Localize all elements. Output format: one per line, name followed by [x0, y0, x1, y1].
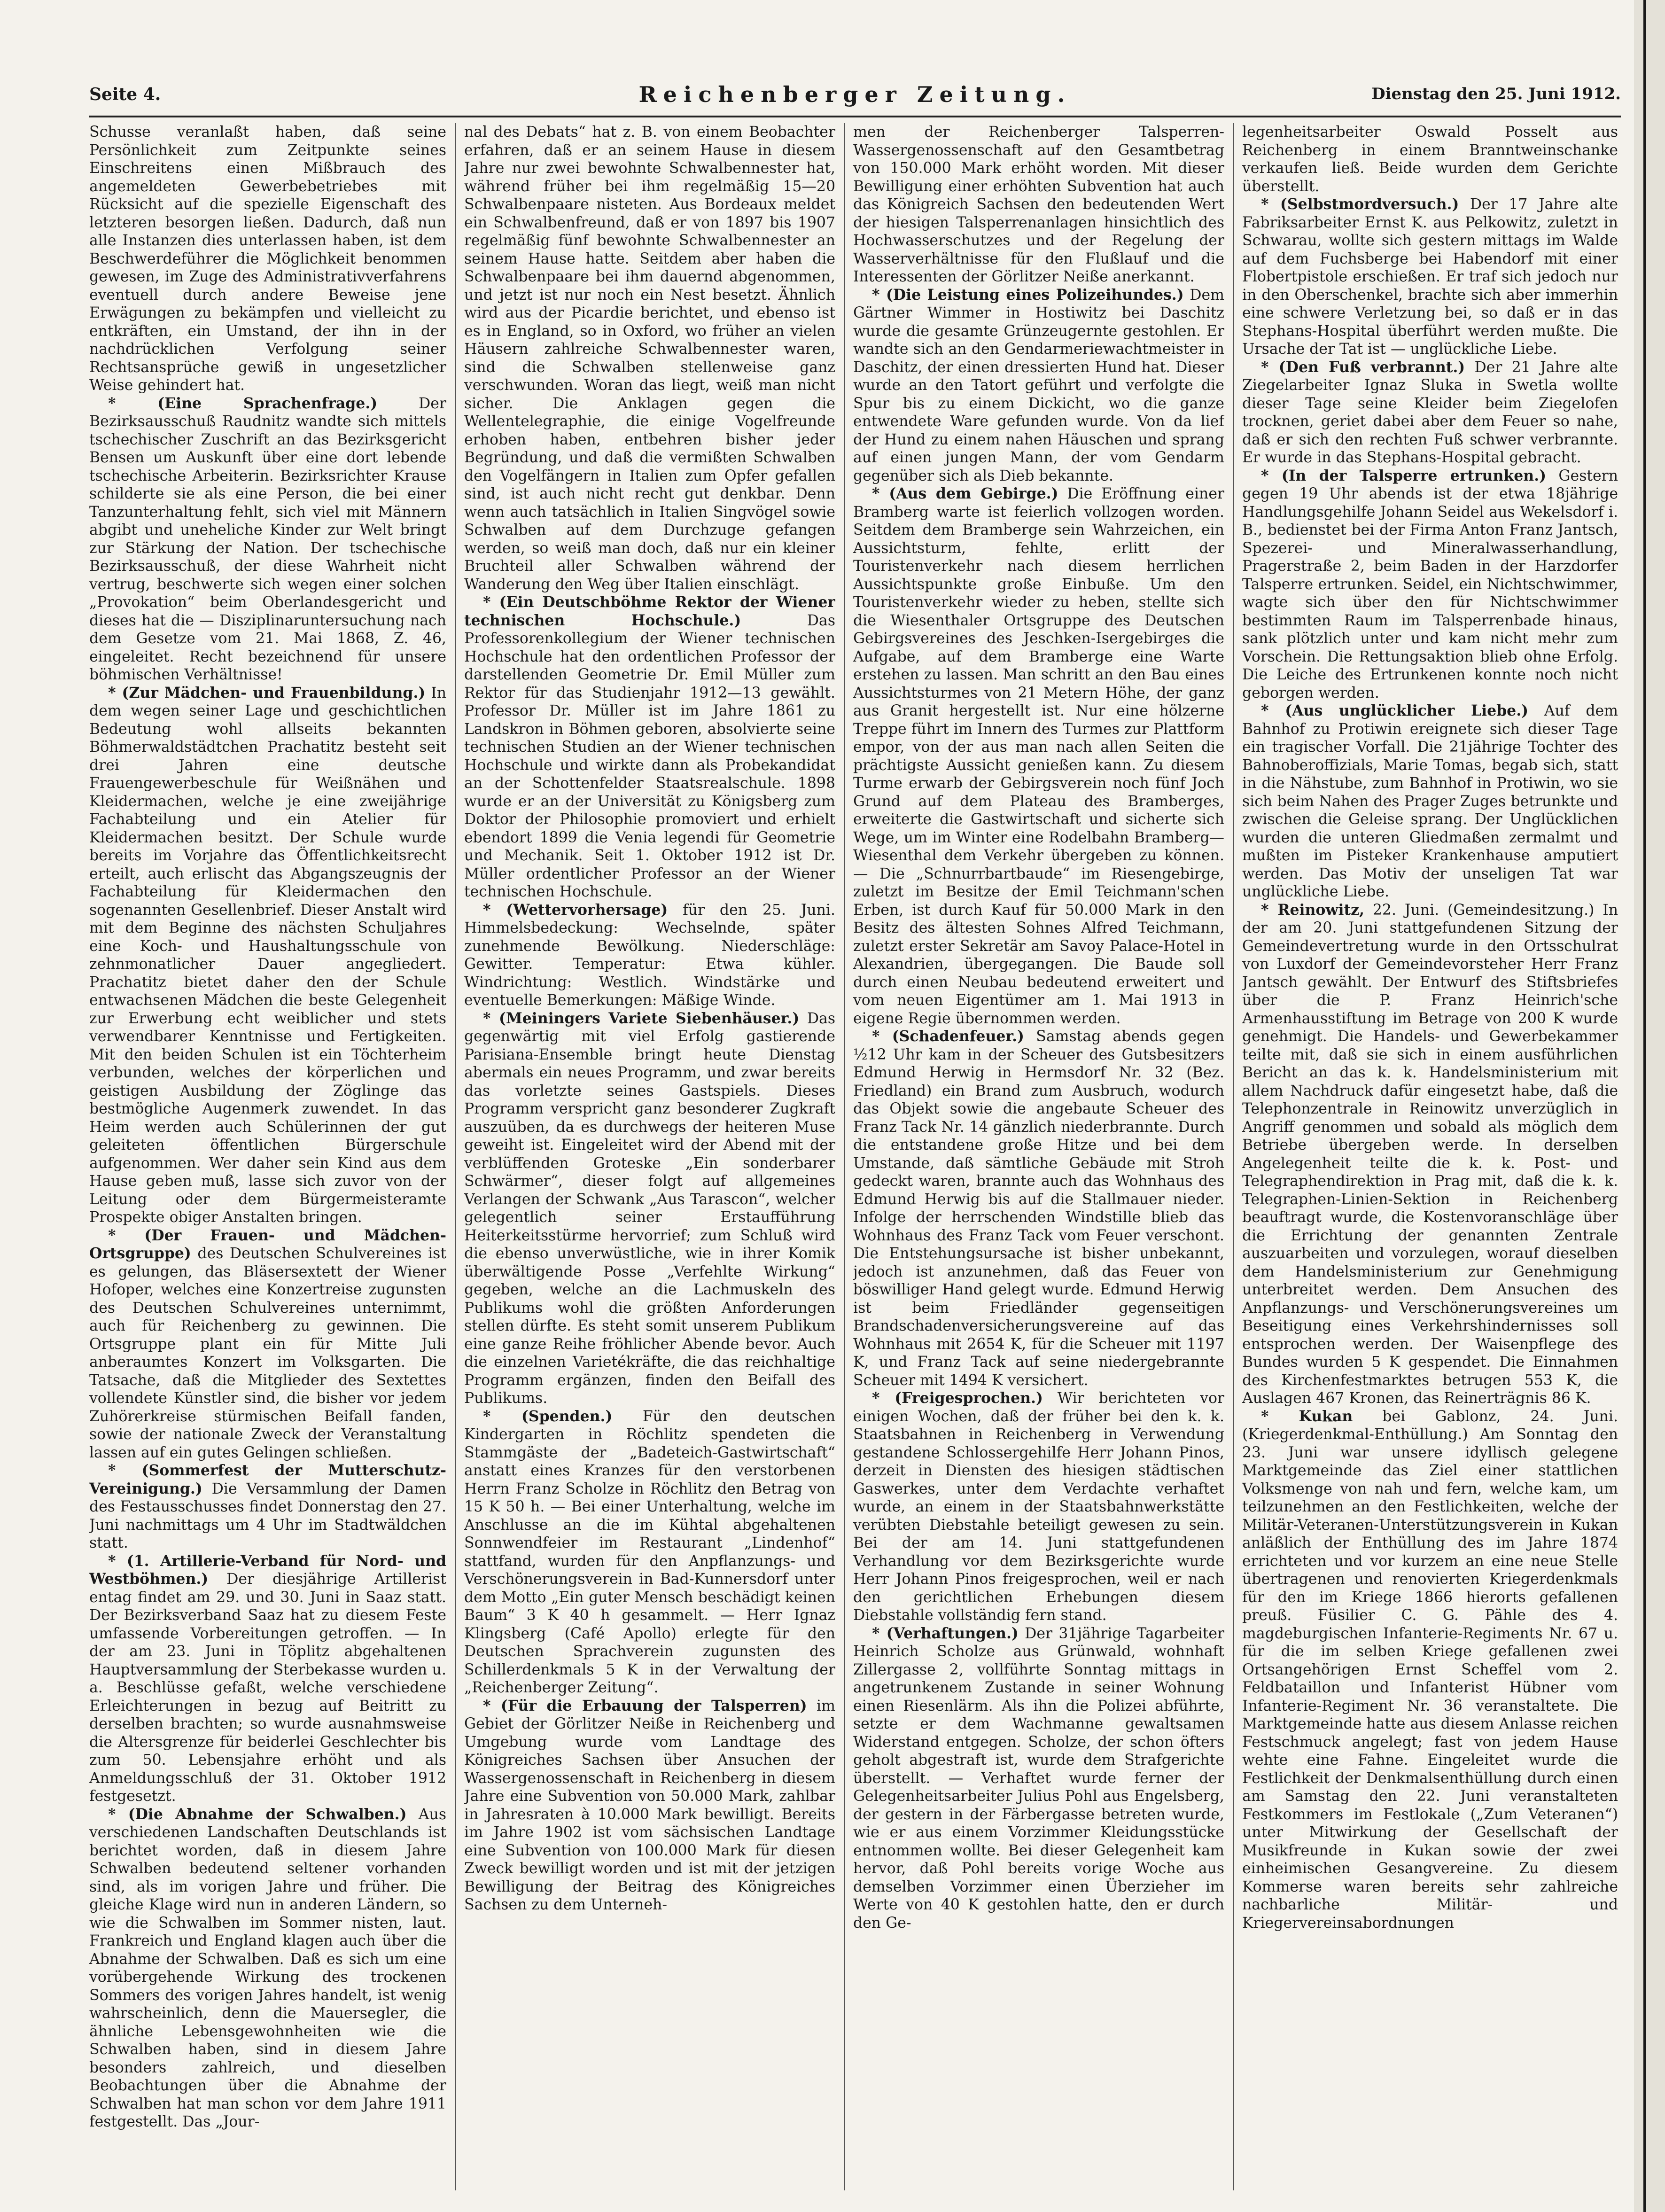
article-text: Aus verschiedenen Landschaften Deutschlands ist berichtet worden, daß in diesem Jahre Schwalben bedeutend seltener vorhanden sind, als im vorigen Jahre und früher. Die gleiche Klage wird nun in anderen Ländern, so wie die Schwalben im Sommer nisten, laut. Frankreich und England klagen auch über die Abnahme der Schwalben. Daß es sich um eine vorübergehende Wirkung des trockenen Sommers des vorigen Jahres handelt, ist wenig wahrscheinlich, denn die Mauersegler, die ähnliche Lebensgewohnheiten wie die Schwalben haben, sind in diesem Jahre besonders zahlreich, und dieselben Beobachtungen über die Abnahme der Schwalben hat man schon vor dem Jahre 1911 festgestellt. Das „Jour-: [89, 1806, 446, 2130]
article-heading: * (Schadenfeuer.): [872, 1028, 1024, 1045]
article-heading: * (Meiningers Variete Siebenhäuser.): [483, 1009, 800, 1027]
article-paragraph: [1242, 123, 1618, 195]
article-paragraph: [1242, 901, 1618, 1408]
article-paragraph: [89, 1552, 446, 1806]
column-4: [1242, 123, 1618, 2190]
article-text: Samstag abends gegen ½12 Uhr kam in der Scheuer des Gutsbesitzers Edmund Herwig in Hermsdorf Nr. 32 (Bez. Friedland) ein Brand zum Ausbruch, wodurch das Objekt sowie die angebaute Scheuer des Franz Tack Nr. 14 gänzlich niederbrannte. Durch die entstandene große Hitze und bei dem Umstande, daß sämtliche Gebäude mit Stroh gedeckt waren, brannte auch das Wohnhaus des Edmund Herwig bis auf die Stallmauer nieder. Infolge der herrschenden Windstille blieb das Wohnhaus des Franz Tack vom Feuer verschont. Die Entstehungsursache ist bisher unbekannt, jedoch ist anzunehmen, daß das Feuer von böswilliger Hand gelegt wurde. Edmund Herwig ist beim Friedländer gegenseitigen Brandschadenversicherungsvereine auf das Wohnhaus mit 2654 K, für die Scheuer mit 1197 K, und Franz Tack auf seine niedergebrannte Scheuer mit 1494 K versichert.: [853, 1028, 1224, 1389]
article-heading: * (Den Fuß verbrannt.): [1261, 358, 1465, 376]
column-divider: [455, 123, 456, 2190]
header-rule: [89, 116, 1621, 117]
article-paragraph: [89, 1227, 446, 1462]
article-heading: * (Die Leistung eines Polizeihundes.): [872, 286, 1184, 304]
article-paragraph: [89, 684, 446, 1227]
article-paragraph: [1242, 467, 1618, 702]
article-paragraph: [464, 123, 835, 593]
issue-date: Dienstag den 25. Juni 1912.: [1371, 85, 1621, 103]
masthead-title: Reichenberger Zeitung.: [638, 82, 1072, 107]
article-paragraph: [1242, 1408, 1618, 1932]
article-heading: * (Wettervorhersage): [483, 901, 668, 919]
article-text: im Gebiet der Görlitzer Neiße in Reichenberg und Umgebung wurde vom Landtage des Königreiches Sachsen über Ansuchen der Wassergenossenschaft in Reichenberg in diesem Jahre eine Subvention von 50.000 Mark, zahlbar in Jahresraten à 10.000 Mark bewilligt. Bereits im Jahre 1902 ist vom sächsischen Landtage eine Subvention von 100.000 Mark für diesen Zweck bewilligt worden und ist mit der jetzigen Bewilligung der Beitrag des Königreiches Sachsen zu dem Unterneh-: [464, 1697, 835, 1913]
article-text: nal des Debats“ hat z. B. von einem Beobachter erfahren, daß er an seinem Hause in diesem Jahre nur zwei bewohnte Schwalbennester hat, während früher bei ihm regelmäßig 15—20 Schwalbenpaare nisteten. Aus Bordeaux meldet ein Schwalbenfreund, daß er von 1897 bis 1907 regelmäßig fünf bewohnte Schwalbennester an seinem Hause hatte. Seitdem aber haben die Schwalbenpaare bei ihm dauernd abgenommen, und jetzt ist nur noch ein Nest besetzt. Ähnlich wird aus der Picardie berichtet, und ebenso ist es in England, so in Oxford, wo früher an vielen Häusern zahlreiche Schwalbennester waren, sind die Schwalben stellenweise ganz verschwunden. Woran das liegt, weiß man nicht sicher. Die Anklagen gegen die Wellentelegraphie, die einige Vogelfreunde erhoben haben, entbehren bisher jeder Begründung, und daß die vermißten Schwalben den Vogelfängern in Italien zum Opfer gefallen sind, ist auch nicht recht gut denkbar. Denn wenn auch tatsächlich in Italien Singvögel sowie Schwalben auf dem Durchzuge gefangen werden, so weiß man doch, daß nur ein kleiner Bruchteil aller Schwalben während der Wanderung den Weg über Italien einschlägt.: [464, 124, 835, 593]
article-paragraph: [464, 1697, 835, 1914]
article-paragraph: [853, 286, 1224, 485]
article-heading: * (Aus unglücklicher Liebe.): [1261, 702, 1529, 719]
article-heading: * (Für die Erbauung der Talsperren): [483, 1697, 807, 1714]
article-heading: * Reinowitz,: [1261, 901, 1364, 919]
article-heading: * (Selbstmordversuch.): [1261, 195, 1459, 213]
article-paragraph: [1242, 358, 1618, 467]
article-text: Dem Gärtner Wimmer in Hostiwitz bei Daschitz wurde die gesamte Grünzeugernte gestohlen. Er wandte sich an den Gendarmeriewachtmeister in Daschitz, der einen dressierten Hund hat. Dieser wurde an den Tatort geführt und verfolgte die Spur bis zu einem Dickicht, wo die ganze entwendete Ware gefunden wurde. Von da lief der Hund zu einem nahen Häuschen und sprang auf einen jungen Mann, der vom Gendarm gegenüber sich als Dieb bekannte.: [853, 286, 1224, 484]
article-text: Der 31jährige Tagarbeiter Heinrich Scholze aus Grünwald, wohnhaft Zillergasse 2, vollführte Sonntag mittags in angetrunkenem Zustande in seiner Wohnung einen Riesenlärm. Als ihn die Polizei abführte, setzte er dem Wachmanne gewaltsamen Widerstand entgegen. Scholze, der schon öfters geholt abgestraft ist, wurde dem Strafgerichte überstellt. — Verhaftet wurde ferner der Gelegenheitsarbeiter Julius Pohl aus Engelsberg, der gestern in der Färbergasse betreten wurde, wie er aus einem Vorzimmer Kleidungsstücke entnommen wollte. Bei dieser Gelegenheit kam hervor, daß Pohl bereits vorige Woche aus demselben Vorzimmer einen Überzieher im Werte von 40 K gestohlen hatte, den er durch den Ge-: [853, 1625, 1224, 1932]
article-heading: * (Spenden.): [483, 1407, 613, 1425]
article-paragraph: [464, 1010, 835, 1408]
article-paragraph: [1242, 195, 1618, 358]
article-heading: * (Sommerfest der Mutterschutz-Vereinigung.): [89, 1462, 446, 1497]
column-2: [464, 123, 835, 2190]
article-paragraph: [89, 123, 446, 395]
article-heading: * (Freigesprochen.): [872, 1389, 1043, 1407]
page-edge: [1634, 0, 1665, 2212]
article-heading: * (Die Abnahme der Schwalben.): [108, 1805, 407, 1823]
article-paragraph: [1242, 702, 1618, 901]
article-text: Das Professorenkollegium der Wiener technischen Hochschule hat den ordentlichen Professor der darstellenden Geometrie Dr. Emil Müller zum Rektor für das Studienjahr 1912—13 gewählt. Professor Dr. Müller ist im Jahre 1861 zu Landskron in Böhmen geboren, absolvierte seine technischen Studien an der Wiener technischen Hochschule und wirkte dann als Probekandidat an der Schottenfelder Staatsrealschule. 1898 wurde er an der Universität zu Königsberg zum Doktor der Philosophie promoviert und erhielt ebendort 1899 die Venia legendi für Geometrie und Mechanik. Seit 1. Oktober 1912 ist Dr. Müller ordentlicher Professor an der Wiener technischen Hochschule.: [464, 612, 835, 900]
article-paragraph: [853, 1028, 1224, 1389]
column-divider: [844, 123, 845, 2190]
article-paragraph: [89, 395, 446, 684]
article-text: legenheitsarbeiter Oswald Posselt aus Reichenberg in einem Branntweinschanke verkaufen ließ. Beide wurden dem Gerichte überstellt.: [1242, 124, 1618, 195]
article-text: Auf dem Bahnhof zu Protiwin ereignete sich dieser Tage ein tragischer Vorfall. Die 21jährige Tochter des Bahnoberoffizials, Marie Tomas, begab sich, statt in die Nähstube, zum Bahnhof in Protiwin, wo sie sich beim Nahen des Prager Zuges betrunkte und zwischen die Geleise sprang. Der Unglücklichen wurden die unteren Gliedmaßen zermalmt und mußten im Pisteker Krankenhause amputiert werden. Das Motiv der unseligen Tat war unglückliche Liebe.: [1242, 702, 1618, 900]
article-heading: * (Verhaftungen.): [872, 1624, 1019, 1642]
article-text: Das gegenwärtig mit viel Erfolg gastierende Parisiana-Ensemble bringt heute Dienstag abermals ein neues Programm, und zwar bereits das vorletzte seines Gastspiels. Dieses Programm verspricht ganz besonderer Zugkraft auszuüben, da es durchwegs der heiteren Muse geweiht ist. Eingeleitet wird der Abend mit der verblüffenden Groteske „Ein sonderbarer Schwärmer“, dieser folgt auf allgemeines Verlangen der Schwank „Aus Tarascon“, welcher gelegentlich seiner Erstaufführung Heiterkeitsstürme hervorrief; zum Schluß wird die ebenso unverwüstliche, wie in ihrer Komik überwältigende Posse „Verfehlte Wirkung“ gegeben, welche an die Lachmuskeln des Publikums wohl die größten Anforderungen stellen dürfte. Es steht somit unserem Publikum eine ganze Reihe fröhlicher Abende bevor. Auch die einzelnen Varietékräfte, die das reichhaltige Programm ergänzen, finden den Beifall des Publikums.: [464, 1010, 835, 1407]
column-divider: [1233, 123, 1234, 2190]
column-1: [89, 123, 446, 2190]
page-number: Seite 4.: [89, 85, 161, 104]
article-heading: * (Aus dem Gebirge.): [872, 485, 1058, 502]
article-paragraph: [853, 123, 1224, 286]
article-text: des Deutschen Schulvereines ist es gelungen, das Bläsersextett der Wiener Hofoper, welches eine Konzertreise zugunsten des Deutschen Schulvereines unternimmt, auch für Reichenberg zu gewinnen. Die Ortsgruppe plant ein für Mitte Juli anberaumtes Konzert im Volksgarten. Die Tatsache, daß die Mitglieder des Sextettes vollendete Künstler sind, die bisher vor jedem Zuhörerkreise stürmischen Beifall fanden, sowie der nationale Zweck der Veranstaltung lassen auf ein gutes Gelingen schließen.: [89, 1245, 446, 1461]
article-text: Gestern gegen 19 Uhr abends ist der etwa 18jährige Handlungsgehilfe Johann Seidel aus Wekelsdorf i. B., bedienstet bei der Firma Anton Franz Jantsch, Spezerei- und Mineralwasserhandlung, Pragerstraße 2, beim Baden in der Harzdorfer Talsperre ertrunken. Seidel, ein Nichtschwimmer, wagte sich über den für Nichtschwimmer bestimmten Raum im Talsperrenbade hinaus, sank plötzlich unter und kam nicht mehr zum Vorschein. Die Rettungsaktion blieb ohne Erfolg. Die Leiche des Ertrunkenen konnte noch nicht geborgen werden.: [1242, 467, 1618, 701]
article-text: In dem wegen seiner Lage und geschichtlichen Bedeutung wohl allseits bekannten Böhmerwaldstädtchen Prachatitz besteht seit drei Jahren eine deutsche Frauengewerbeschule für Weißnähen und Kleidermachen, welche je eine zweijährige Fachabteilung und ein Atelier für Kleidermachen besitzt. Der Schule wurde bereits im Vorjahre das Öffentlichkeitsrecht erteilt, auch erlischt das Abgangszeugnis der Fachabteilung für Kleidermachen den sogenannten Gesellenbrief. Dieser Anstalt wird mit dem Beginne des nächsten Schuljahres eine Koch- und Haushaltungsschule von zehnmonatlicher Dauer angegliedert. Prachatitz bietet daher den der Schule entwachsenen Mädchen die beste Gelegenheit zur Erwerbung echt weiblicher und stets verwendbarer Kenntnisse und Fertigkeiten. Mit den beiden Schulen ist ein Töchterheim verbunden, welches der körperlichen und geistigen Ausbildung der Zöglinge das bestmögliche Augenmerk zuwendet. In das Heim werden auch Schülerinnen der gut geleiteten öffentlichen Bürgerschule aufgenommen. Wer daher sein Kind aus dem Hause geben muß, lasse sich zuvor von der Leitung oder dem Bürgermeisteramte Prospekte obiger Anstalten bringen.: [89, 684, 446, 1226]
article-text: Der 17 Jahre alte Fabriksarbeiter Ernst K. aus Pelkowitz, zuletzt in Schwarau, wollte sich gestern mittags im Walde auf dem Fuchsberge bei Habendorf mit einer Flobertpistole erschießen. Er traf sich jedoch nur in den Oberschenkel, brachte sich aber immerhin eine schwere Verletzung bei, so daß er in das Stephans-Hospital überführt werden mußte. Die Ursache der Tat ist — unglückliche Liebe.: [1242, 196, 1618, 358]
article-heading: * (Ein Deutschböhme Rektor der Wiener technischen Hochschule.): [464, 593, 835, 629]
article-paragraph: [853, 1625, 1224, 1932]
article-paragraph: [464, 1408, 835, 1697]
article-paragraph: [89, 1806, 446, 2131]
article-paragraph: [89, 1462, 446, 1552]
article-text: men der Reichenberger Talsperren-Wassergenossenschaft auf den Gesamtbetrag von 150.000 Mark erhöht worden. Mit dieser Bewilligung einer erhöhten Subvention hat auch das Königreich Sachsen den bedeutenden Wert der hiesigen Talsperrenanlagen hinsichtlich des Hochwasserschutzes und der Regelung der Wasserverhältnisse für den Flußlauf und die Interessenten der Görlitzer Neiße anerkannt.: [853, 124, 1224, 285]
article-heading: * (1. Artillerie-Verband für Nord- und Westböhmen.): [89, 1552, 446, 1588]
article-heading: * (Zur Mädchen- und Frauenbildung.): [108, 684, 426, 701]
article-text: Wir berichteten vor einigen Wochen, daß der früher bei den k. k. Staatsbahnen in Reichenberg in Verwendung gestandene Schlossergehilfe Herr Johann Pinos, derzeit in Diensten des hiesigen städtischen Gaswerkes, unter dem Verdachte verhaftet wurde, an einem in der Staatsbahnwerkstätte verübten Diebstahle beteiligt gewesen zu sein. Bei der am 14. Juni stattgefundenen Verhandlung vor dem Bezirksgerichte wurde Herr Johann Pinos freigesprochen, weil er nach den gerichtlichen Erhebungen diesem Diebstahle vollständig fern stand.: [853, 1390, 1224, 1624]
article-paragraph: [464, 901, 835, 1010]
article-text: bei Gablonz, 24. Juni. (Kriegerdenkmal-Enthüllung.) Am Sonntag den 23. Juni war unsere idyllisch gelegene Marktgemeinde das Ziel einer stattlichen Volksmenge von nah und fern, welche kam, um teilzunehmen an den Festlichkeiten, welche der Militär-Veteranen-Unterstützungsverein in Kukan anläßlich der Enthüllung des im Jahre 1874 errichteten und vor kurzem an eine neue Stelle übertragenen und renovierten Kriegerdenkmals für den im Kriege 1866 hierorts gefallenen preuß. Füsilier C. G. Pähle des 4. magdeburgischen Infanterie-Regiments Nr. 67 u. für die im selben Kriege gefallenen zwei Ortsangehörigen Ernst Scheffel vom 2. Feldbataillon und Infanterist Hübner vom Infanterie-Regiment Nr. 36 veranstaltete. Die Marktgemeinde hatte aus diesem Anlasse reichen Festschmuck angelegt; fast von jedem Hause wehte eine Fahne. Eingeleitet wurde die Festlichkeit der Denkmalsenthüllung durch einen am Samstag den 22. Juni veranstalteten Festkommers im Festlokale („Zum Veteranen“) unter Mitwirkung der Gesellschaft der Musikfreunde in Kukan sowie der zwei einheimischen Gesangvereine. Zu diesem Kommerse waren bereits sehr zahlreiche nachbarliche Militär- und Kriegervereinsabordnungen: [1242, 1408, 1618, 1932]
article-text: Für den deutschen Kindergarten in Röchlitz spendeten die Stammgäste der „Badeteich-Gastwirtschaft“ anstatt eines Kranzes für den verstorbenen Herrn Franz Scholze in Röchlitz den Betrag von 15 K 50 h. — Bei einer Unterhaltung, welche im Anschlusse an die im Kühtal abgehaltenen Sonnwendfeier im Restaurant „Lindenhof“ stattfand, wurden für den Anpflanzungs- und Verschönerungsverein in Bad-Kunnersdorf unter dem Motto „Ein guter Mensch beschädigt keinen Baum“ 3 K 40 h gesammelt. — Herr Ignaz Klingsberg (Café Apollo) erlegte für den Deutschen Sprachverein zugunsten des Schillerdenkmals 5 K in der Verwaltung der „Reichenberger Zeitung“.: [464, 1408, 835, 1696]
article-text: 22. Juni. (Gemeindesitzung.) In der am 20. Juni stattgefundenen Sitzung der Gemeindevertretung wurde in den Ortsschulrat von Luxdorf der Gemeindevorsteher Herr Franz Jantsch gewählt. Der Entwurf des Stiftsbriefes über die P. Franz Heinrich'sche Armenhausstiftung im Betrage von 200 K wurde genehmigt. Die Handels- und Gewerbekammer teilte mit, daß sie sich in einem ausführlichen Bericht an das k. k. Handelsministerium mit allem Nachdruck dafür eingesetzt habe, daß die Telephonzentrale in Reinowitz unverzüglich in Angriff genommen und sobald als möglich dem Betriebe übergeben werde. In derselben Angelegenheit teilte die k. k. Post- und Telegraphendirektion in Prag mit, daß die k. k. Telegraphen-Linien-Sektion in Reichenberg beauftragt wurde, die Kostenvoranschläge über die Errichtung der genannten Zentrale auszuarbeiten und vorzulegen, worauf dieselben dem Handelsministerium zur Genehmigung unterbreitet werden. Dem Ansuchen des Anpflanzungs- und Verschönerungsvereines um Beseitigung eines Verkehrshindernisses soll entsprochen werden. Der Waisenpflege des Bundes wurden 5 K gespendet. Die Einnahmen des Kirchenfestmarktes betrugen 553 K, die Auslagen 467 Kronen, das Reinerträgnis 86 K.: [1242, 901, 1618, 1407]
article-text: Der 21 Jahre alte Ziegelarbeiter Ignaz Sluka in Swetla wollte dieser Tage seine Kleider beim Ziegelofen trocknen, geriet dabei aber dem Feuer so nahe, daß er sich den rechten Fuß schwer verbrannte. Er wurde in das Stephans-Hospital gebracht.: [1242, 358, 1618, 466]
article-text: für den 25. Juni. Himmelsbedeckung: Wechselnde, später zunehmende Bewölkung. Niederschläge: Gewitter. Temperatur: Etwa kühler. Windrichtung: Westlich. Windstärke und eventuelle Bemerkungen: Mäßige Winde.: [464, 901, 835, 1009]
article-text: Der diesjährige Artillerist entag findet am 29. und 30. Juni in Saaz statt. Der Bezirksverband Saaz hat zu diesem Feste umfassende Vorbereitungen getroffen. — In der am 23. Juni in Töplitz abgehaltenen Hauptversammlung der Sterbekasse wurden u. a. Beschlüsse gefaßt, welche verschiedene Erleichterungen in bezug auf Beitritt zu derselben brachten; so wurde ausnahmsweise die Altersgrenze für beiderlei Geschlechter bis zum 50. Lebensjahre erhöht und als Anmeldungsschluß der 31. Oktober 1912 festgesetzt.: [89, 1571, 446, 1805]
article-heading: * (Der Frauen- und Mädchen-Ortsgruppe): [89, 1226, 446, 1262]
article-text: Die Eröffnung einer Bramberg warte ist feierlich vollzogen worden. Seitdem dem Bramberge sein Wahrzeichen, ein Aussichtsturm, fehlte, erlitt der Touristenverkehr nach diesem herrlichen Aussichtspunkte große Einbuße. Um den Touristenverkehr wieder zu heben, stellte sich die Wiesenthaler Ortsgruppe des Deutschen Gebirgsvereines des Jeschken-Isergebirges die Aufgabe, auf dem Bramberge eine Warte erstehen zu lassen. Man schritt an den Bau eines Aussichtsturmes von 21 Metern Höhe, der ganz aus Granit hergestellt ist. Nur eine hölzerne Treppe führt im Innern des Turmes zur Plattform empor, von der aus man nach allen Seiten die prächtigste Aussicht genießen kann. Zu diesem Turme erwarb der Gebirgsverein noch fünf Joch Grund auf dem Plateau des Bramberges, erweiterte die Gastwirtschaft und sicherte sich Wege, um im Winter eine Rodelbahn Bramberg—Wiesenthal dem Verkehr übergeben zu können. — Die „Schnurrbartbaude“ im Riesengebirge, zuletzt im Besitze der Emil Teichmann'schen Erben, ist durch Kauf für 50.000 Mark in den Besitz des ältesten Sohnes Alfred Teichmann, zuletzt erster Sekretär am Savoy Palace-Hotel in Alexandrien, übergegangen. Die Baude soll durch einen Neubau bedeutend erweitert und vom neuen Eigentümer am 1. Mai 1913 in eigene Regie übernommen werden.: [853, 485, 1224, 1027]
article-paragraph: [853, 1389, 1224, 1625]
article-paragraph: [853, 485, 1224, 1028]
column-3: [853, 123, 1224, 2190]
article-heading: * (Eine Sprachenfrage.): [108, 394, 378, 412]
article-text: Schusse veranlaßt haben, daß seine Persönlichkeit zum Zeitpunkte seines Einschreitens einen Mißbrauch des angemeldeten Gewerbebetriebes mit Rücksicht auf die spezielle Eigenschaft des letzteren besorgen ließen. Dadurch, daß nun alle Instanzen dies unterlassen haben, ist dem Beschwerdeführer die Möglichkeit benommen gewesen, im Zuge des Administrativverfahrens eventuell durch andere Beweise jene Erwägungen zu bekämpfen und vielleicht zu entkräften, ein Umstand, der ihn in der nachdrücklichen Verfolgung seiner Rechtsansprüche gewiß in ungesetzlicher Weise gehindert hat.: [89, 124, 446, 394]
article-heading: * Kukan: [1261, 1407, 1353, 1425]
article-text: Die Versammlung der Damen des Festausschusses findet Donnerstag den 27. Juni nachmittags um 4 Uhr im Stadtwäldchen statt.: [89, 1480, 446, 1551]
article-text: Der Bezirksausschuß Raudnitz wandte sich mittels tschechischer Zuschrift an das Bezirksgericht Bensen um Auskunft über eine dort lebende tschechische Arbeiterin. Bezirksrichter Krause schilderte sie als eine Person, die bei einer Tanzunterhaltung fehlt, sich viel mit Männern abgibt und uneheliche Kinder zur Welt bringt zur Stärkung der Nation. Der tschechische Bezirksausschuß, der diese Wahrheit nicht vertrug, beschwerte sich wegen einer solchen „Provokation“ beim Oberlandesgericht und dieses hat die — Disziplinaruntersuchung nach dem Gesetze vom 21. Mai 1868, Z. 46, eingeleitet. Recht bezeichnend für unsere böhmischen Verhältnisse!: [89, 395, 446, 683]
article-heading: * (In der Talsperre ertrunken.): [1261, 467, 1547, 484]
article-paragraph: [464, 593, 835, 901]
